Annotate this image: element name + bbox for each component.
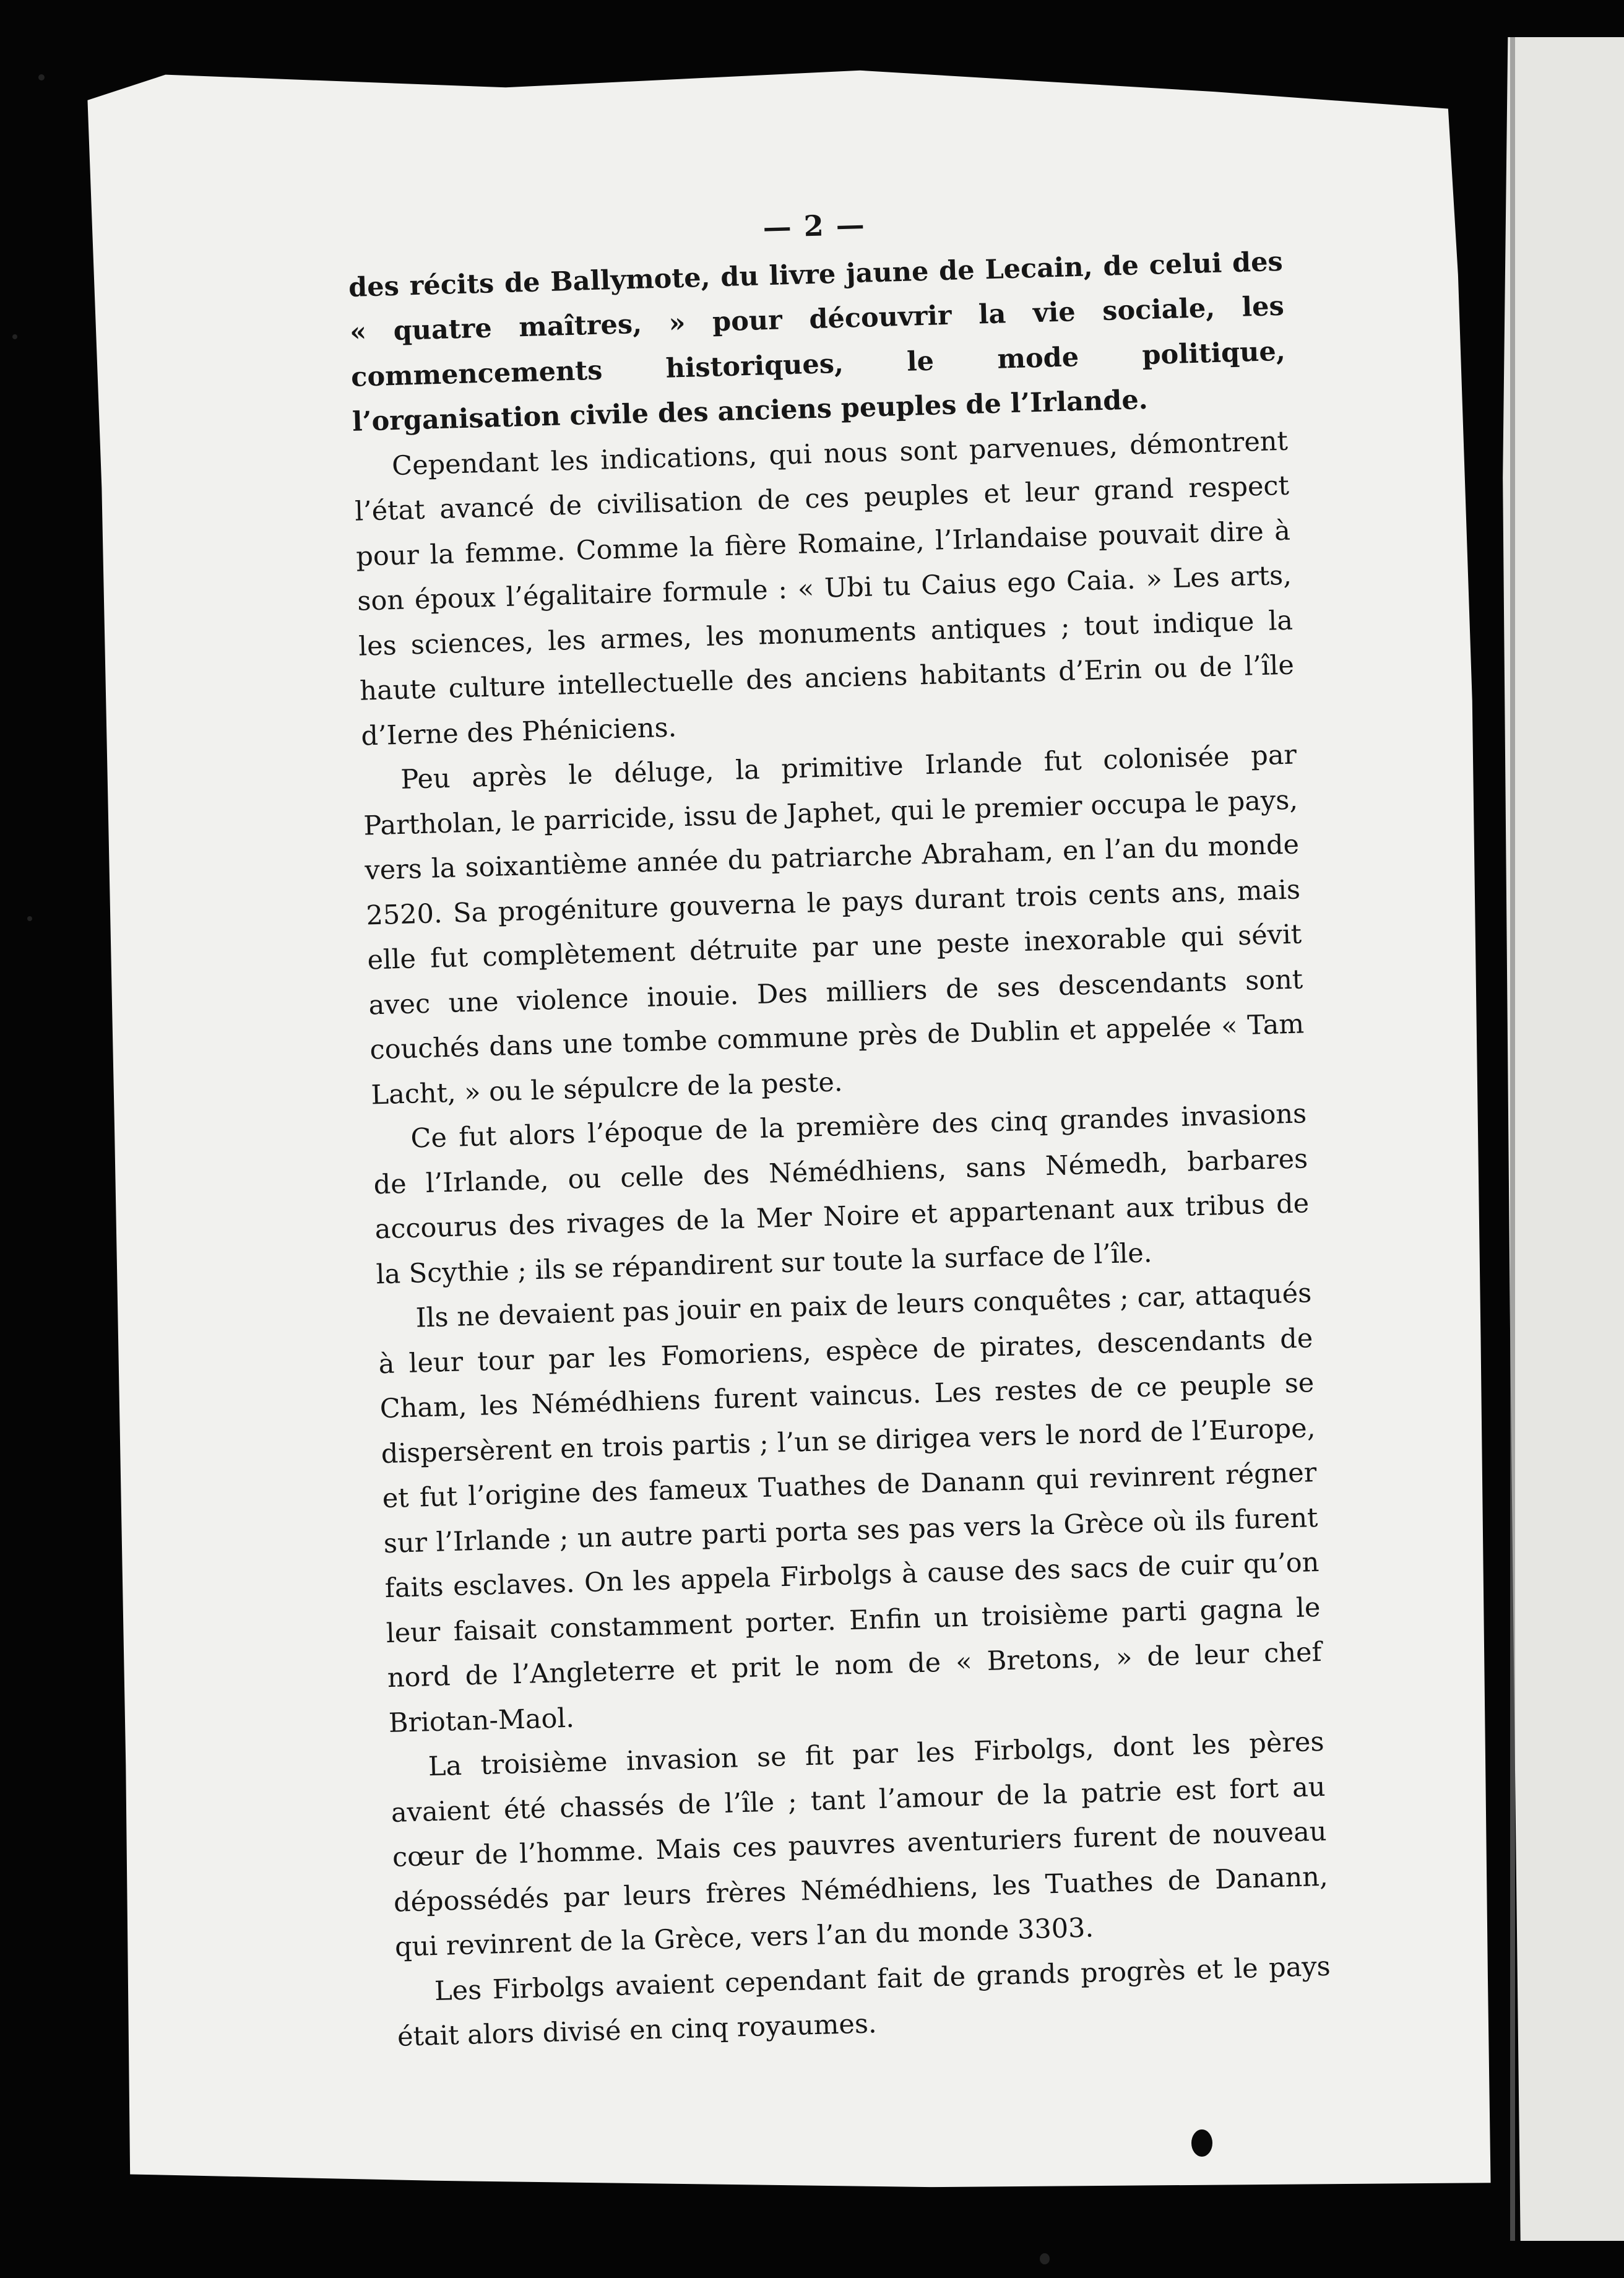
speck (1040, 2253, 1050, 2264)
paragraph-4: Ce fut alors l’époque de la première des cinq grandes invasions de l’Irlande, ou celle des Némédhiens, sans Némedh, barbares accourus des rivages de la Mer Noire et appartenant aux tribus de la Scythie ; ils se répandirent sur toute la surface de l’île. (373, 1098, 1310, 1290)
paragraph-1: des récits de Ballymote, du livre jaune de Lecain, de celui des « quatre maîtres, » pour découvrir la vie sociale, les commencements historiques, le mode politique, l’organisation civile des anciens peuples de l’Irlande. (348, 246, 1286, 438)
page-fold (1510, 37, 1515, 2241)
paragraph-3: Peu après le déluge, la primitive Irlande fut colonisée par Partholan, le parricide, issu de Japhet, qui le premier occupa le pays, vers la soixantième année du patriarche Abraham, en l’an du monde 2520. Sa progéniture gouverna le pays durant trois cents ans, mais elle fut complètement détruite par une peste inexorable qui sévit avec une violence inouie. Des milliers de ses descendants sont couchés dans une tombe commune près de Dublin et appelée « Tam Lacht, » ou le sépulcre de la peste. (363, 739, 1305, 1111)
page-number: — 2 — (762, 207, 866, 245)
speck (12, 334, 17, 339)
speck (38, 74, 45, 80)
paragraph-7: Les Firbolgs avaient cependant fait de grands progrès et le pays était alors divisé en cinq royaumes. (397, 1951, 1331, 2053)
text-block (347, 191, 1332, 2060)
speck (27, 916, 32, 921)
paragraph-5: Ils ne devaient pas jouir en paix de leurs conquêtes ; car, attaqués à leur tour par les Fomoriens, espèce de pirates, descendants de Cham, les Némédhiens furent vaincus. Les restes de ce peuple se dispersèrent en trois partis ; l’un se dirigea vers le nord de l’Europe, et fut l’origine des fameux Tuathes de Danann qui revinrent régner sur l’Irlande ; un autre parti porta ses pas vers la Grèce où ils furent faits esclaves. On les appela Firbolgs à cause des sacs de cuir qu’on leur faisait constamment porter. Enfin un troisième parti gagna le nord de l’Angleterre et prit le nom de « Bretons, » de leur chef Briotan-Maol. (378, 1278, 1323, 1739)
paragraph-6: La troisième invasion se fit par les Firbolgs, dont les pères avaient été chassés de l’île ; tant l’amour de la patrie est fort au cœur de l’homme. Mais ces pauvres aventuriers furent de nouveau dépossédés par leurs frères Némédhiens, les Tuathes de Danann, qui revinrent de la Grèce, vers l’an du monde 3303. (391, 1726, 1329, 1963)
adjacent-page-edge (1498, 37, 1624, 2241)
ink-spot (1191, 2129, 1212, 2157)
paragraph-2: Cependant les indications, qui nous sont parvenues, démontrent l’état avancé de civilisation de ces peuples et leur grand respect pour la femme. Comme la fière Romaine, l’Irlandaise pouvait dire à son époux l’égalitaire formule : « Ubi tu Caius ego Caia. » Les arts, les sciences, les armes, les monuments antiques ; tout indique la haute culture intellectuelle des anciens habitants d’Erin ou de l’île d’Ierne des Phéniciens. (354, 425, 1295, 752)
